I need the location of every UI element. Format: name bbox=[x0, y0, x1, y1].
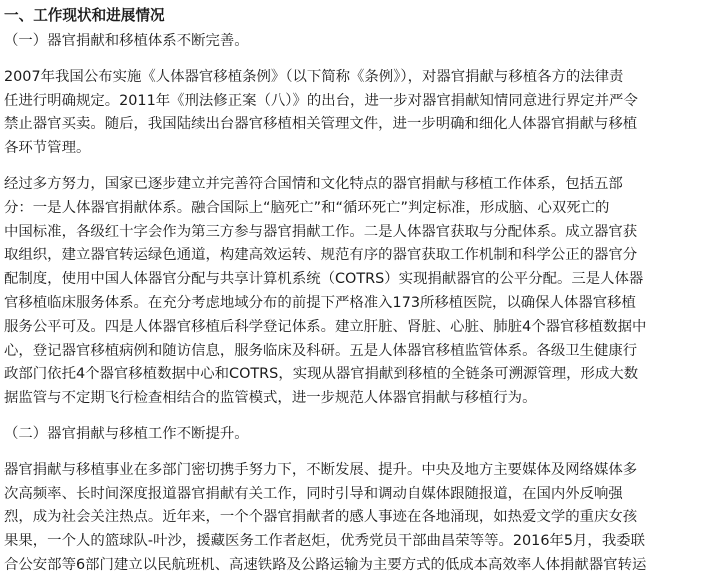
paragraph-line: 服务公平可及。四是人体器官移植后科学登记体系。建立肝脏、肾脏、心脏、肺脏4个器官移植数据中 bbox=[4, 318, 647, 335]
paragraph-line: 经过多方努力，国家已逐步建立并完善符合国情和文化特点的器官捐献与移植工作体系，包括五部 bbox=[4, 175, 623, 192]
paragraph-line: 器官捐献与移植事业在多部门密切携手努力下，不断发展、提升。中央及地方主要媒体及网络媒体多 bbox=[4, 461, 638, 478]
subsection-heading-1: （一）器官捐献和移植体系不断完善。 bbox=[4, 33, 249, 49]
paragraph-line: 心，登记器官移植病例和随访信息，服务临床及科研。五是人体器官移植监管体系。各级卫生健康行 bbox=[4, 342, 638, 359]
paragraph-five-systems bbox=[4, 173, 715, 411]
paragraph-legal-framework bbox=[4, 66, 715, 161]
paragraph-line: 各环节管理。 bbox=[4, 140, 91, 157]
paragraph-line: 取组织，建立器官转运绿色通道，构建高效运转、规范有序的器官获取工作机制和科学公正的器官分 bbox=[4, 247, 638, 264]
paragraph-progress bbox=[4, 459, 715, 577]
paragraph-line: 分：一是人体器官捐献体系。融合国际上“脑死亡”和“循环死亡”判定标准，形成脑、心双死亡的 bbox=[4, 199, 610, 216]
section-heading: 一、工作现状和进展情况 bbox=[4, 7, 165, 24]
paragraph-line: 次高频率、长时间深度报道器官捐献有关工作，同时引导和调动自媒体跟随报道，在国内外反响强 bbox=[4, 485, 623, 502]
paragraph-line: 禁止器官买卖。随后，我国陆续出台器官移植相关管理文件，进一步明确和细化人体器官捐献与移植 bbox=[4, 116, 638, 133]
paragraph-line: 政部门依托4个器官移植数据中心和COTRS，实现从器官捐献到移植的全链条可溯源管理，形成大数 bbox=[4, 366, 639, 383]
paragraph-line: 合公安部等6部门建立以民航班机、高速铁路及公路运输为主要方式的低成本高效率人体捐献器官转运 bbox=[4, 556, 647, 573]
paragraph-line: 烈，成为社会关注热点。近年来，一个个器官捐献者的感人事迹在各地涌现，如热爱文学的重庆女孩 bbox=[4, 509, 638, 526]
paragraph-line: 官移植临床服务体系。在充分考虑地域分布的前提下严格准入173所移植医院，以确保人体器官移植 bbox=[4, 294, 636, 311]
subsection-heading-2: （二）器官捐献与移植工作不断提升。 bbox=[4, 425, 249, 442]
paragraph-line: 2007年我国公布实施《人体器官移植条例》（以下简称《条例》），对器官捐献与移植各方的法律责 bbox=[4, 68, 624, 85]
paragraph-line: 中国标准，各级红十字会作为第三方参与器官捐献工作。二是人体器官获取与分配体系。成立器官获 bbox=[4, 223, 638, 240]
paragraph-line: 果果，一个人的篮球队-叶沙，援藏医务工作者赵炬，优秀党员干部曲昌荣等等。2016年5月，我委联 bbox=[4, 533, 645, 550]
paragraph-line: 任进行明确规定。2011年《刑法修正案（八）》的出台，进一步对器官捐献知情同意进行界定并严令 bbox=[4, 92, 638, 109]
paragraph-line: 据监管与不定期飞行检查相结合的监管模式，进一步规范人体器官捐献与移植行为。 bbox=[4, 390, 537, 407]
paragraph-line: 配制度，使用中国人体器官分配与共享计算机系统（COTRS）实现捐献器官的公平分配。三是人体器 bbox=[4, 271, 644, 288]
